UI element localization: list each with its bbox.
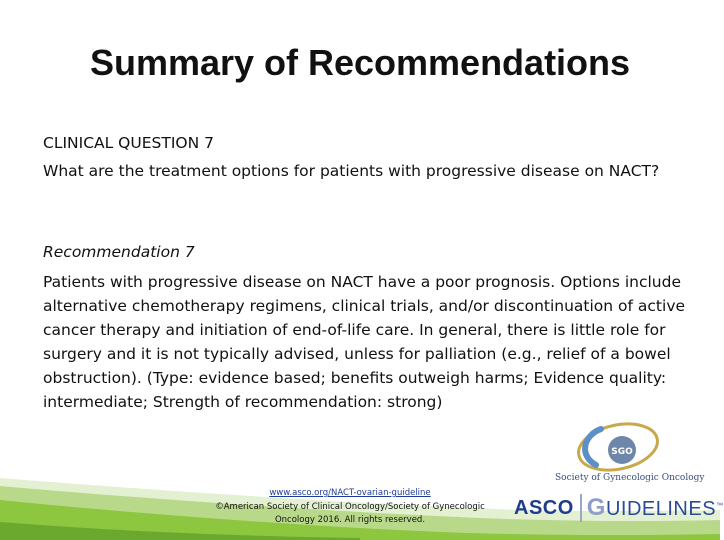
slide-title: Summary of Recommendations [89,42,631,83]
asco-guidelines-logo [514,492,724,524]
guidelines-wordmark [587,494,724,522]
clinical-question-text: What are the treatment options for patients with progressive disease on NACT? [43,162,660,180]
guidelines-rest: UIDELINES [605,498,717,520]
copyright-line-2: Oncology 2016. All rights reserved. [274,515,426,525]
copyright-text [200,501,500,527]
recommendation-heading: Recommendation 7 [43,243,195,261]
sgo-initials: SGO [611,447,633,457]
logo-separator [580,494,582,522]
asco-wordmark: ASCO [514,496,574,519]
copyright-line-1: ©American Society of Clinical Oncology/Society of Gynecologic [215,502,485,512]
sgo-caption: Society of Gynecologic Oncology [555,473,705,483]
recommendation-text: Patients with progressive disease on NACT have a poor prognosis. Options include alternative chemotherapy regimens, clinical trials, and/or discontinuation of active cancer therapy and initiation of end-of-life care. In general, there is little role for surgery and it is not typically advised, unless for palliation (e.g., relief of a bowel obstruction). (Type: evidence based; benefits outweigh harms; Evidence quality: intermediate; Strength of recommendation: strong) [43,273,686,411]
clinical-question-heading: CLINICAL QUESTION 7 [43,134,214,152]
guideline-link[interactable]: www.asco.org/NACT-ovarian-guideline [269,488,431,498]
guidelines-initial: G [586,494,606,521]
trademark-symbol: ™ [716,502,724,510]
